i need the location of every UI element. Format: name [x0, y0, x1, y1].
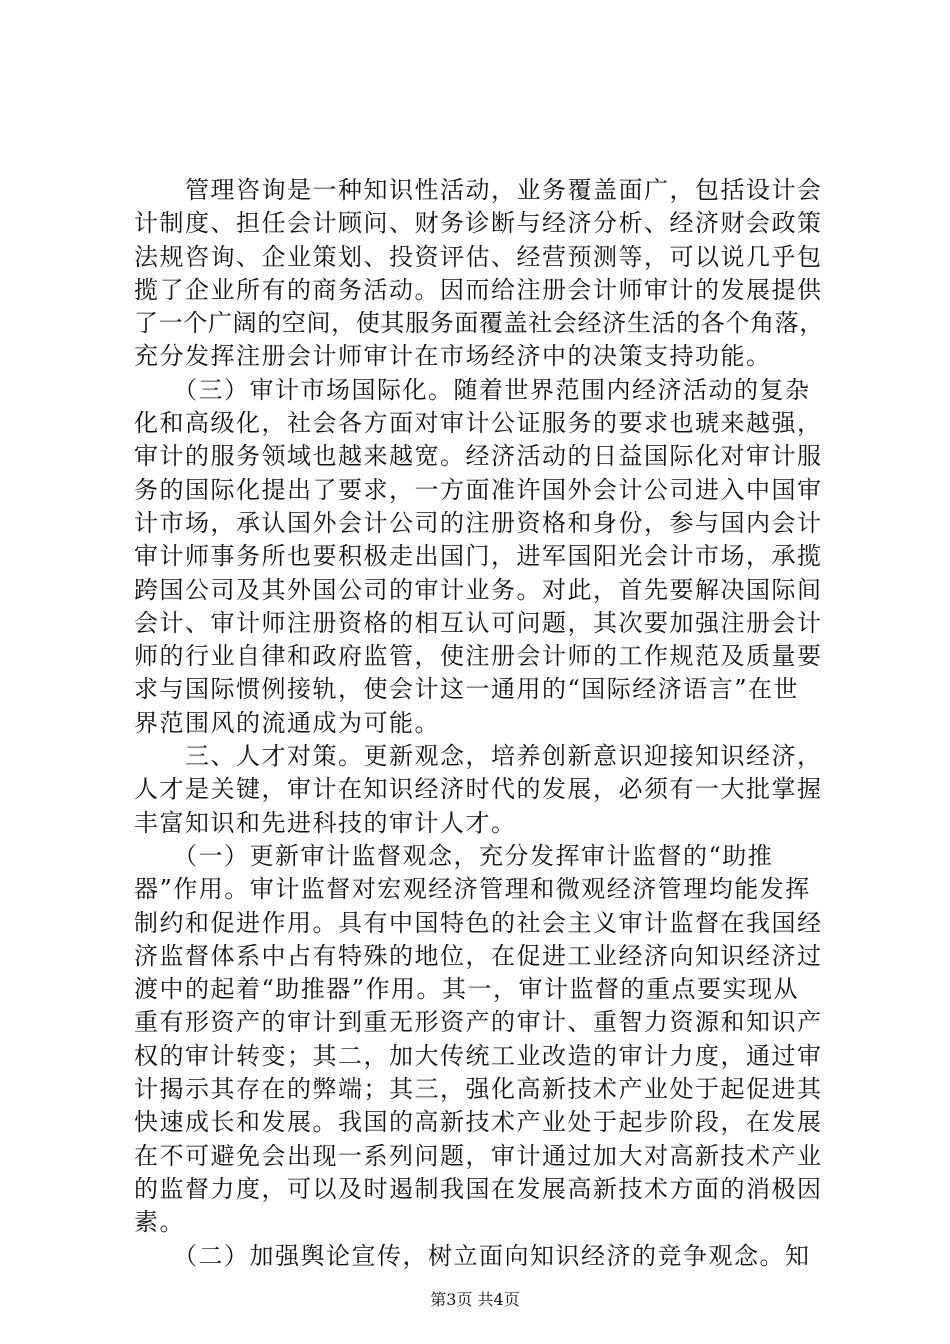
text-line: 管理咨询是一种知识性活动，业务覆盖面广，包括设计会 [134, 176, 823, 204]
text-line: 济监督体系中占有特殊的地位，在促进工业经济向知识经济过 [134, 941, 823, 970]
text-line: 重有形资产的审计到重无形资产的审计、重智力资源和知识产 [134, 1008, 823, 1037]
text-line: 求与国际惯例接轨，使会计这一通用的“国际经济语言”在世 [134, 675, 800, 704]
text-line: （一）更新审计监督观念，充分发挥审计监督的“助推 [134, 841, 774, 870]
text-line: 审计师事务所也要积极走出国门，进军国阳光会计市场，承揽 [134, 542, 823, 571]
text-line: 揽了企业所有的商务活动。因而给注册会计师审计的发展提供 [134, 275, 823, 304]
text-line: 了一个广阔的空间，使其服务面覆盖社会经济生活的各个角落， [134, 309, 824, 338]
text-line: 素。 [134, 1208, 185, 1237]
text-line: 丰富知识和先进科技的审计人才。 [134, 808, 517, 837]
text-line: 法规咨询、企业策划、投资评估、经营预测等，可以说几乎包 [134, 242, 823, 271]
body-text [134, 174, 824, 1273]
text-line: 会计、审计师注册资格的相互认可问题，其次要加强注册会计 [134, 608, 823, 637]
text-line: 计制度、担任会计顾问、财务诊断与经济分析、经济财会政策 [134, 209, 823, 238]
text-line: 充分发挥注册会计师审计在市场经济中的决策支持功能。 [134, 342, 772, 371]
text-line: 审计的服务领域也越来越宽。经济活动的日益国际化对审计服 [134, 442, 823, 471]
text-line: 制约和促进作用。具有中国特色的社会主义审计监督在我国经 [134, 908, 823, 937]
text-line: 化和高级化，社会各方面对审计公证服务的要求也琥来越强， [134, 409, 823, 438]
text-line: 人才是关键，审计在知识经济时代的发展，必须有一大批掌握 [134, 775, 823, 804]
text-line: 界范围风的流通成为可能。 [134, 708, 440, 737]
text-line: 计揭示其存在的弊端；其三，强化高新技术产业处于起促进其 [134, 1075, 823, 1104]
text-line: 的监督力度，可以及时遏制我国在发展高新技术方面的消极因 [134, 1174, 823, 1203]
text-line: 师的行业自律和政府监管，使注册会计师的工作规范及质量要 [134, 642, 823, 671]
text-line: 跨国公司及其外国公司的审计业务。对此，首先要解决国际间 [134, 575, 823, 604]
page-footer: 第3页 共4页 [430, 1290, 520, 1309]
text-line: 在不可避免会出现一系列问题，审计通过加大对高新技术产业 [134, 1141, 823, 1170]
text-line: 权的审计转变；其二，加大传统工业改造的审计力度，通过审 [134, 1041, 823, 1070]
text-line: 务的国际化提出了要求，一方面准许国外会计公司进入中国审 [134, 475, 823, 504]
text-line: （二）加强舆论宣传，树立面向知识经济的竞争观念。知 [134, 1241, 811, 1270]
text-line: 器”作用。审计监督对宏观经济管理和微观经济管理均能发挥 [134, 875, 811, 904]
text-line: 渡中的起着“助推器”作用。其一，审计监督的重点要实现从 [134, 975, 800, 1004]
text-line: 快速成长和发展。我国的高新技术产业处于起步阶段，在发展 [134, 1108, 823, 1137]
text-line: 计市场，承认国外会计公司的注册资格和身份，参与国内会计 [134, 508, 823, 537]
text-line: （三）审计市场国际化。随着世界范围内经济活动的复杂 [134, 375, 811, 404]
text-line: 三、人才对策。更新观念，培养创新意识迎接知识经济， [134, 742, 823, 771]
